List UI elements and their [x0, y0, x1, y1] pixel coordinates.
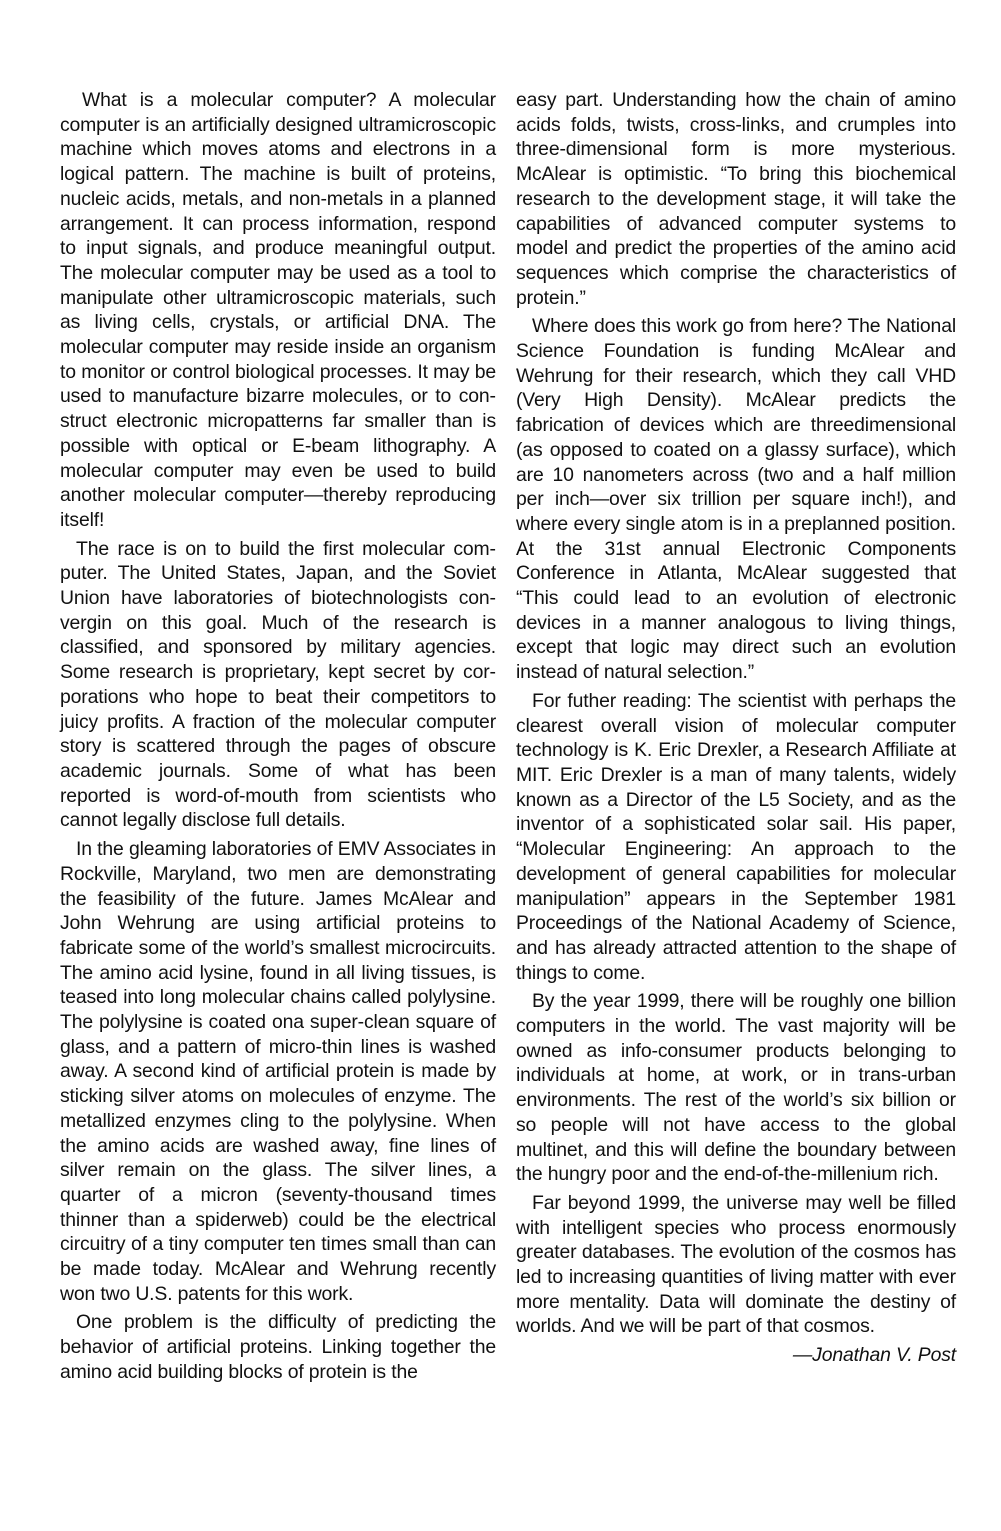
- paragraph-year-1999: By the year 1999, there will be roughly one billion computers in the world. The vast majority will be owned as info-consumer products belonging to individuals at home, at work, or in trans-urban environments. The rest of the world’s six billion or so people will not have access to the global multinet, and this will define the boundary between the hungry poor and the end-of-the-millenium rich.: [516, 990, 956, 1186]
- paragraph-emv-laboratories: In the gleaming laboratories of EMV Associates in Rockville, Maryland, two men are demonstrating the feasibility of the future. James McAlear and John Wehrung are using artificial proteins to fabricate some of the world’s smallest microcircuits. The amino acid lysine, found in all living tissues, is teased into long molecular chains called polylysine. The polylysine is coated ona super-clean square of glass, and a pattern of micro-thin lines is washed away. A second kind of artificial protein is made by sticking silver atoms on molecules of enzyme. The metallized enzymes cling to the polylysine. When the amino acids are washed away, fine lines of silver remain on the glass. The silver lines, a quarter of a micron (seventy-thousand times thinner than a spiderweb) could be the electrical circuitry of a tiny computer ten times small than can be made today. McAlear and Wehrung recently won two U.S. patents for this work.: [60, 838, 496, 1305]
- paragraph-easy-part-continued: easy part. Understanding how the chain of amino acids folds, twists, cross-links, and crumples into three-dimensional form is more mysterious. McAlear is optimistic. “To bring this biochemical research to the development stage, it will take the capabilities of advanced computer systems to model and predict the properties of the amino acid sequences which comprise the characteristics of protein.”: [516, 89, 956, 309]
- left-column: [60, 88, 496, 1389]
- author-signature: —Jonathan V. Post: [792, 1344, 956, 1367]
- paragraph-what-is-molecular-computer: What is a molecular computer? A molecular computer is an artificially designed ultramicroscopic machine which moves atoms and electrons in a logical pattern. The machine is built of proteins, nucleic acids, metals, and non-metals in a planned arrangement. It can process information, respond to input signals, and produce meaningful output. The molecular computer may be used as a tool to manipulate other ultramicroscopic materials, such as living cells, crystals, or artificial DNA. The molecular computer may reside inside an organism to monitor or control biological processes. It may be used to manufacture bizarre molecules, or to construct electronic micropatterns far smaller than is possible with optical or E-beam lithography. A molecular computer may even be used to build another molecular computer—thereby reproducing itself!: [60, 89, 496, 531]
- paragraph-where-does-this-work-go: Where does this work go from here? The National Science Foundation is funding McAlear and Wehrung for their research, which they call VHD (Very High Density). McAlear predicts the fabrication of devices which are threedimensional (as opposed to coated on a glassy surface), which are 10 nanometers across (two and a half million per inch—over six trillion per square inch!), and where every single atom is in a preplanned position. At the 31st annual Electronic Components Conference in Atlanta, McAlear suggested that “This could lead to an evolution of electronic devices in a manner analogous to living things, except that logic may direct such an evolution instead of natural selection.”: [516, 315, 956, 684]
- paragraph-one-problem: One problem is the difficulty of predicting the behavior of artificial proteins. Linking together the amino acid building blocks of protein is the: [60, 1311, 496, 1383]
- right-column: [516, 88, 956, 1368]
- paragraph-far-beyond-1999: Far beyond 1999, the universe may well be filled with intelligent species who process enormously greater databases. The evolution of the cosmos has led to increasing quantities of living matter with ever more mentality. Data will dominate the destiny of worlds. And we will be part of that cosmos.: [516, 1191, 956, 1338]
- paragraph-race-to-build: The race is on to build the first molecular computer. The United States, Japan, and the Soviet Union have laboratories of biotechnologists convergin on this goal. Much of the research is classified, and sponsored by military agencies. Some research is proprietary, kept secret by corporations who hope to beat their competitors to juicy profits. A fraction of the molecular computer story is scattered through the pages of obscure academic journals. Some of what has been reported is word-of-mouth from scientists who cannot legally disclose full details.: [60, 537, 496, 832]
- paragraph-further-reading: For futher reading: The scientist with perhaps the clearest overall vision of molecular computer technology is K. Eric Drexler, a Research Affiliate at MIT. Eric Drexler is a man of many talents, widely known as a Director of the L5 Society, and as the inventor of a sophisticated solar sail. His paper, “Molecular Engineering: An approach to the development of general capabilities for molecular manipulation” appears in the September 1981 Proceedings of the National Academy of Science, and has already attracted attention to the shape of things to come.: [516, 689, 956, 984]
